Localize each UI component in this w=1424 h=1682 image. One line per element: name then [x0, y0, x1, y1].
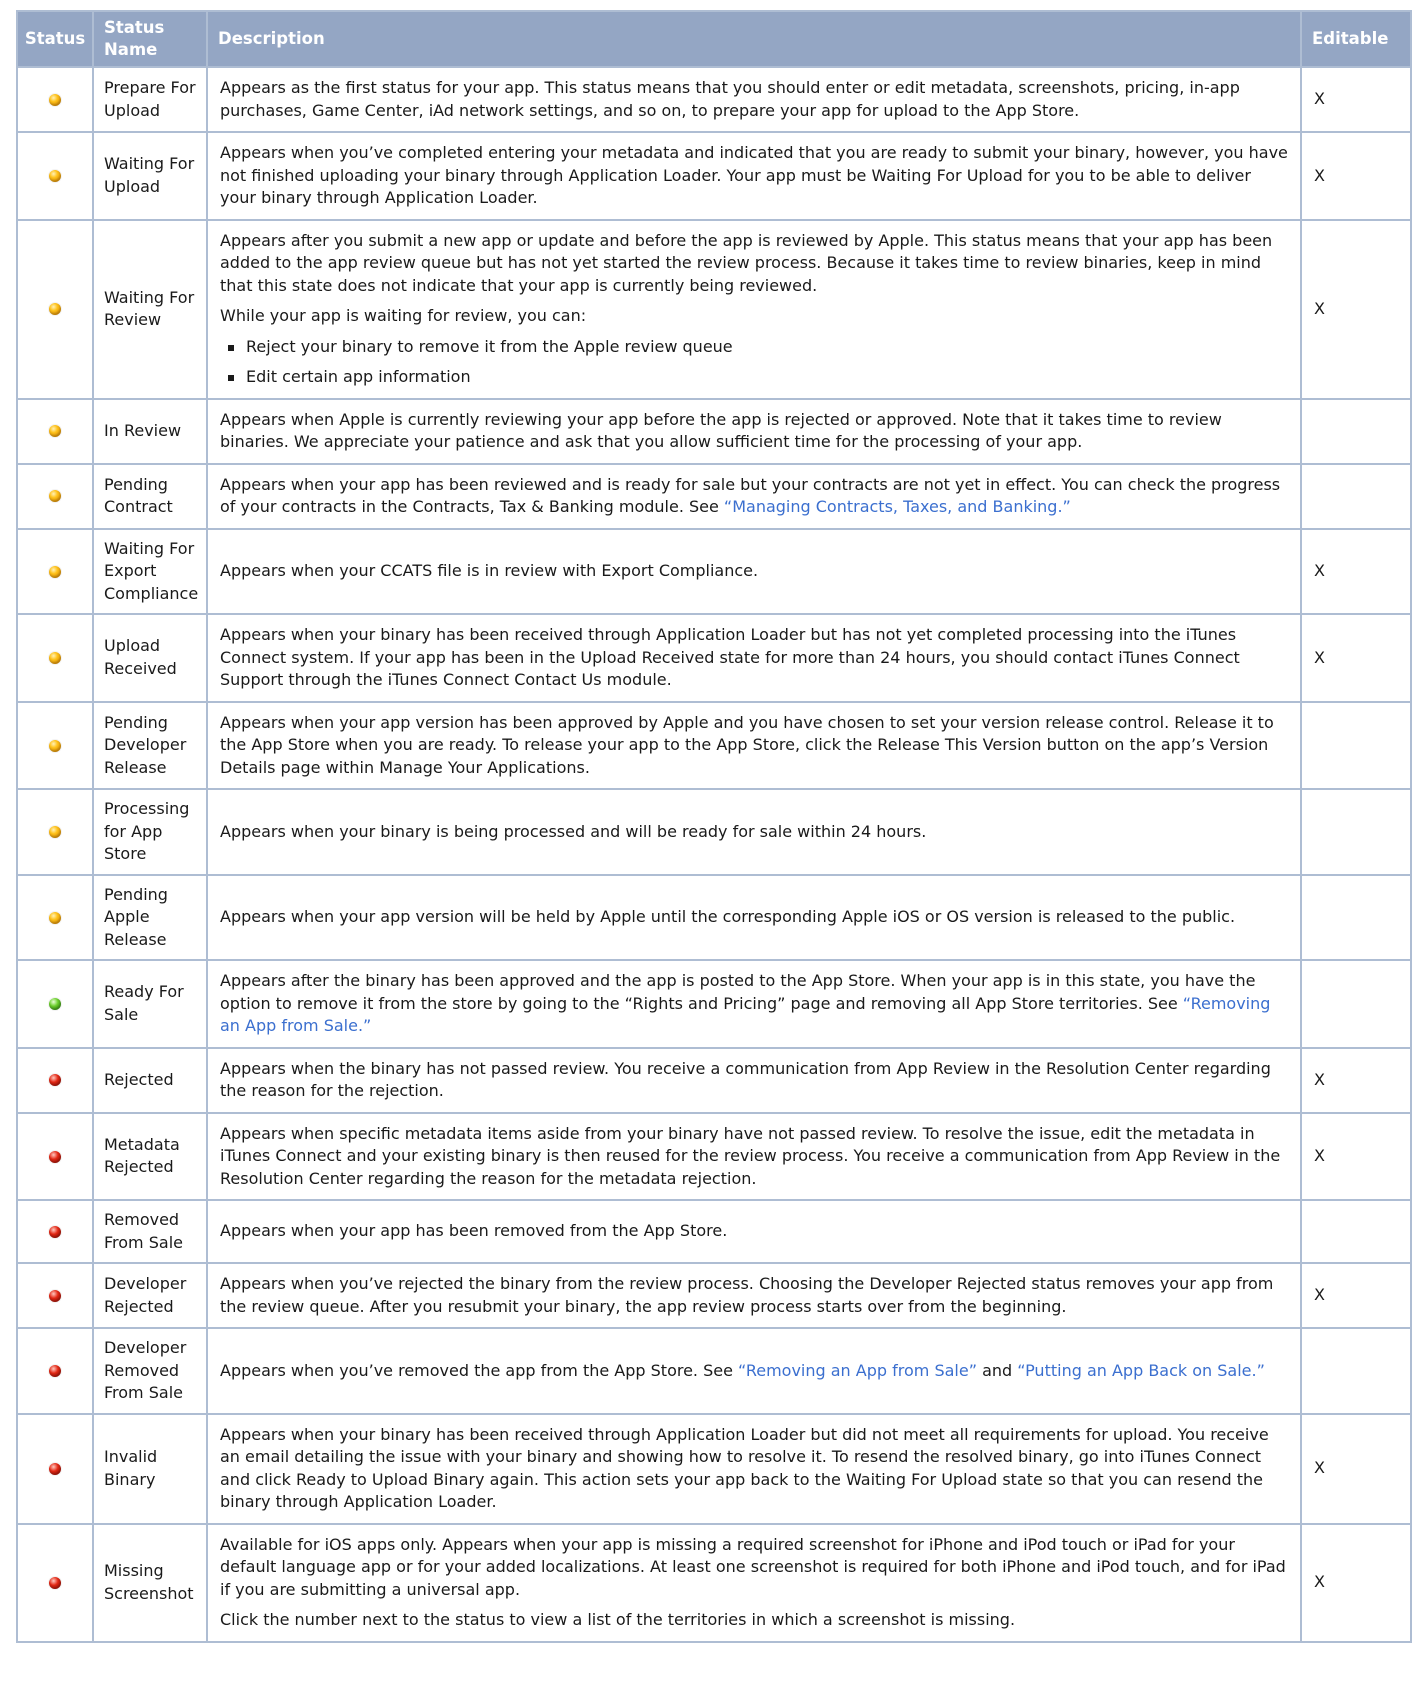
red-status-dot-icon	[49, 1290, 61, 1302]
description-segment: Appears after you submit a new app or update and before the app is reviewed by Apple. This status means that your app has been added to the app review queue but has not yet started the review process. Because it takes time to review binaries, keep in mind that this state does not indicate that your app is currently being reviewed.	[220, 230, 1273, 295]
description-text	[220, 1273, 1290, 1318]
description-note: Click the number next to the status to view a list of the territories in which a screenshot is missing.	[220, 1610, 1016, 1629]
editable-mark: X	[1301, 1414, 1411, 1524]
status-name: Pending Apple Release	[93, 875, 207, 961]
table-row	[17, 132, 1411, 220]
status-cell	[17, 132, 93, 220]
status-description	[207, 789, 1301, 875]
editable-mark: X	[1301, 132, 1411, 220]
editable-mark	[1301, 464, 1411, 529]
status-cell	[17, 220, 93, 399]
editable-mark	[1301, 1328, 1411, 1414]
green-status-dot-icon	[49, 998, 61, 1010]
description-text	[220, 970, 1290, 1038]
description-text	[220, 142, 1290, 210]
bullet-item: Reject your binary to remove it from the Apple review queue	[220, 336, 1290, 359]
app-status-table	[16, 10, 1412, 1643]
status-description	[207, 614, 1301, 702]
orange-status-dot-icon	[49, 652, 61, 664]
orange-status-dot-icon	[49, 490, 61, 502]
status-cell	[17, 67, 93, 132]
table-row	[17, 1414, 1411, 1524]
bullet-list	[220, 336, 1290, 389]
status-description	[207, 67, 1301, 132]
table-row	[17, 875, 1411, 961]
table-row	[17, 220, 1411, 399]
status-cell	[17, 702, 93, 790]
editable-mark	[1301, 960, 1411, 1048]
editable-mark: X	[1301, 67, 1411, 132]
status-cell	[17, 960, 93, 1048]
editable-mark: X	[1301, 220, 1411, 399]
orange-status-dot-icon	[49, 912, 61, 924]
description-segment: Appears when specific metadata items aside from your binary have not passed review. To resolve the issue, edit the metadata in iTunes Connect and your existing binary is then reused for the review process. You receive a communication from App Review in the Resolution Center regarding the reason for the metadata rejection.	[220, 1123, 1281, 1188]
reference-link[interactable]: “Putting an App Back on Sale.”	[1017, 1360, 1265, 1380]
status-description	[207, 960, 1301, 1048]
description-segment: Appears when you’ve rejected the binary from the review process. Choosing the Developer Rejected status removes your app from the review queue. After you resubmit your binary, the app review process starts over from the beginning.	[220, 1274, 1274, 1316]
description-segment: and	[976, 1360, 1018, 1380]
description-segment: Appears as the first status for your app. This status means that you should enter or edit metadata, screenshots, pricing, in-app purchases, Game Center, iAd network settings, and so on, to prepare your app for upload to the App Store.	[220, 78, 1240, 120]
status-description	[207, 1414, 1301, 1524]
status-description	[207, 1200, 1301, 1263]
editable-mark: X	[1301, 614, 1411, 702]
status-name: Removed From Sale	[93, 1200, 207, 1263]
table-row	[17, 614, 1411, 702]
status-cell	[17, 464, 93, 529]
description-segment: Appears when you’ve completed entering your metadata and indicated that you are ready to submit your binary, however, you have not finished uploading your binary through Application Loader. Your app must be Waiting For Upload for you to be able to deliver your binary through Application Loader.	[220, 143, 1288, 207]
red-status-dot-icon	[49, 1074, 61, 1086]
status-description	[207, 132, 1301, 220]
orange-status-dot-icon	[49, 826, 61, 838]
table-row	[17, 529, 1411, 615]
editable-mark: X	[1301, 1263, 1411, 1328]
status-name: Prepare For Upload	[93, 67, 207, 132]
status-name: Ready For Sale	[93, 960, 207, 1048]
description-text	[220, 230, 1290, 298]
red-status-dot-icon	[49, 1577, 61, 1589]
status-name: Waiting For Upload	[93, 132, 207, 220]
table-row	[17, 464, 1411, 529]
table-row	[17, 1524, 1411, 1642]
description-segment: Available for iOS apps only. Appears when your app is missing a required screenshot for iPhone and iPod touch or iPad for your default language app or for your added localizations. At least one screenshot is required for both iPhone and iPod touch, and for iPad if you are submitting a universal app.	[220, 1534, 1286, 1599]
description-text	[220, 624, 1290, 692]
description-text	[220, 1058, 1290, 1103]
description-text	[220, 1424, 1290, 1514]
description-segment: Appears when the binary has not passed review. You receive a communication from App Review in the Resolution Center regarding the reason for the rejection.	[220, 1058, 1271, 1100]
status-name: In Review	[93, 399, 207, 464]
status-cell	[17, 1328, 93, 1414]
orange-status-dot-icon	[49, 170, 61, 182]
editable-mark	[1301, 399, 1411, 464]
status-name: Metadata Rejected	[93, 1113, 207, 1201]
orange-status-dot-icon	[49, 425, 61, 437]
description-text	[220, 712, 1290, 780]
reference-link[interactable]: “Removing an App from Sale”	[738, 1360, 977, 1380]
orange-status-dot-icon	[49, 303, 61, 315]
table-row	[17, 960, 1411, 1048]
red-status-dot-icon	[49, 1226, 61, 1238]
editable-mark	[1301, 875, 1411, 961]
editable-mark: X	[1301, 529, 1411, 615]
table-header-row	[17, 11, 1411, 67]
status-name: Upload Received	[93, 614, 207, 702]
status-name: Pending Contract	[93, 464, 207, 529]
description-note: While your app is waiting for review, you can:	[220, 306, 587, 325]
reference-link[interactable]: “Removing an App from Sale.”	[220, 993, 1271, 1035]
status-name: Developer Rejected	[93, 1263, 207, 1328]
editable-mark	[1301, 702, 1411, 790]
status-description	[207, 1328, 1301, 1414]
bullet-item: Edit certain app information	[220, 366, 1290, 389]
status-cell	[17, 1263, 93, 1328]
status-description	[207, 399, 1301, 464]
description-segment: Appears after the binary has been approved and the app is posted to the App Store. When your app is in this state, you have the option to remove it from the store by going to the “Rights and Pricing” page and removing all App Store territories. See	[220, 971, 1256, 1013]
status-description	[207, 220, 1301, 399]
status-cell	[17, 789, 93, 875]
table-row	[17, 1048, 1411, 1113]
table-row	[17, 1263, 1411, 1328]
status-name: Developer Removed From Sale	[93, 1328, 207, 1414]
status-cell	[17, 614, 93, 702]
table-row	[17, 1200, 1411, 1263]
editable-mark	[1301, 1200, 1411, 1263]
description-text	[220, 474, 1290, 519]
table-row	[17, 399, 1411, 464]
description-text	[220, 409, 1290, 454]
status-cell	[17, 1200, 93, 1263]
status-cell	[17, 1414, 93, 1524]
table-row	[17, 789, 1411, 875]
orange-status-dot-icon	[49, 94, 61, 106]
status-cell	[17, 529, 93, 615]
status-description	[207, 702, 1301, 790]
status-name: Rejected	[93, 1048, 207, 1113]
header-editable: Editable	[1301, 11, 1411, 67]
red-status-dot-icon	[49, 1365, 61, 1377]
editable-mark: X	[1301, 1048, 1411, 1113]
status-name: Waiting For Export Compliance	[93, 529, 207, 615]
status-description	[207, 1113, 1301, 1201]
status-cell	[17, 399, 93, 464]
status-name: Missing Screenshot	[93, 1524, 207, 1642]
description-segment: Appears when your binary is being processed and will be ready for sale within 24 hours.	[220, 821, 927, 841]
status-name: Waiting For Review	[93, 220, 207, 399]
editable-mark: X	[1301, 1524, 1411, 1642]
table-body	[17, 67, 1411, 1642]
red-status-dot-icon	[49, 1463, 61, 1475]
description-segment: Appears when your app has been removed from the App Store.	[220, 1221, 728, 1241]
table-row	[17, 67, 1411, 132]
status-description	[207, 529, 1301, 615]
description-text	[220, 1534, 1290, 1602]
description-text	[220, 560, 1290, 583]
description-segment: Appears when you’ve removed the app from the App Store. See	[220, 1360, 739, 1380]
reference-link[interactable]: “Managing Contracts, Taxes, and Banking.”	[723, 497, 1071, 516]
editable-mark	[1301, 789, 1411, 875]
status-name: Pending Developer Release	[93, 702, 207, 790]
status-description	[207, 1524, 1301, 1642]
editable-mark: X	[1301, 1113, 1411, 1201]
description-segment: Appears when your app has been reviewed and is ready for sale but your contracts are not yet in effect. You can check the progress of your contracts in the Contracts, Tax & Banking module. See	[220, 474, 1281, 516]
description-text	[220, 1360, 1290, 1383]
status-description	[207, 464, 1301, 529]
table-row	[17, 702, 1411, 790]
status-description	[207, 1263, 1301, 1328]
status-cell	[17, 1048, 93, 1113]
table-row	[17, 1328, 1411, 1414]
orange-status-dot-icon	[49, 740, 61, 752]
red-status-dot-icon	[49, 1151, 61, 1163]
status-cell	[17, 1524, 93, 1642]
description-text	[220, 821, 1290, 844]
description-segment: Appears when your binary has been received through Application Loader but has not yet completed processing into the iTunes Connect system. If your app has been in the Upload Received state for more than 24 hours, you should contact iTunes Connect Support through the iTunes Connect Contact Us module.	[220, 625, 1240, 689]
description-segment: Appears when Apple is currently reviewing your app before the app is rejected or approved. Note that it takes time to review binaries. We appreciate your patience and ask that you allow sufficient time for the processing of your app.	[220, 409, 1222, 451]
description-segment: Appears when your app version has been approved by Apple and you have chosen to set your version release control. Release it to the App Store when you are ready. To release your app to the App Store, click the Release This Version button on the app’s Version Details page within Manage Your Applications.	[220, 712, 1274, 777]
header-status: Status	[17, 11, 93, 67]
description-segment: Appears when your binary has been received through Application Loader but did not meet all requirements for upload. You receive an email detailing the issue with your binary and showing how to resolve it. To resend the resolved binary, go into iTunes Connect and click Ready to Upload Binary again. This action sets your app back to the Waiting For Upload state so that you can resend the binary through Application Loader.	[220, 1424, 1269, 1511]
status-description	[207, 875, 1301, 961]
header-status-name: Status Name	[93, 11, 207, 67]
description-text	[220, 906, 1290, 929]
status-name: Processing for App Store	[93, 789, 207, 875]
description-text	[220, 77, 1290, 122]
description-segment: Appears when your CCATS file is in review with Export Compliance.	[220, 561, 759, 580]
orange-status-dot-icon	[49, 566, 61, 578]
status-table-container	[16, 10, 1410, 1643]
header-description: Description	[207, 11, 1301, 67]
status-cell	[17, 875, 93, 961]
status-cell	[17, 1113, 93, 1201]
description-segment: Appears when your app version will be held by Apple until the corresponding Apple iOS or OS version is released to the public.	[220, 907, 1236, 926]
status-name: Invalid Binary	[93, 1414, 207, 1524]
description-text	[220, 1220, 1290, 1243]
description-text	[220, 1123, 1290, 1191]
status-description	[207, 1048, 1301, 1113]
table-row	[17, 1113, 1411, 1201]
